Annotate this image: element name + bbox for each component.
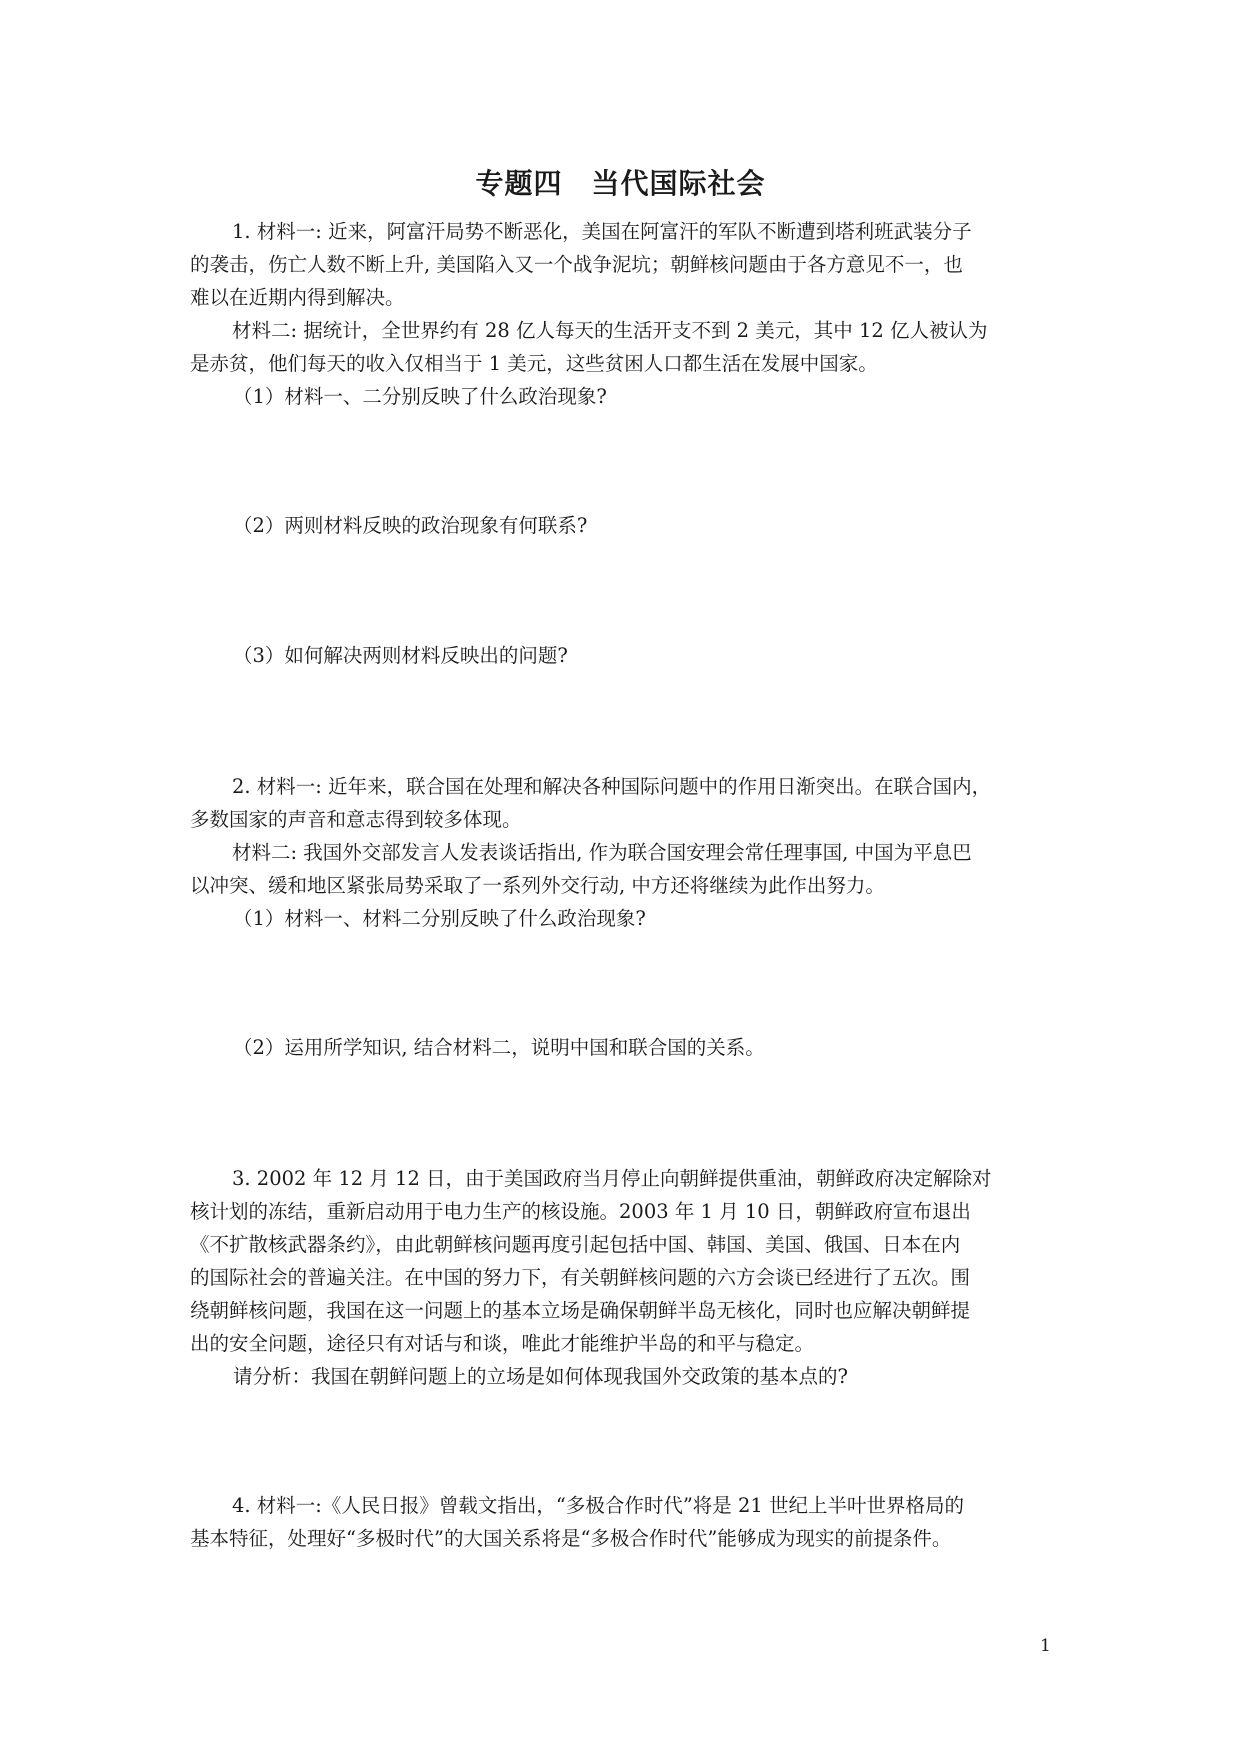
q2-material1 [190, 770, 1056, 836]
text-line: 材料二: 据统计，全世界约有 28 亿人每天的生活开支不到 2 美元，其中 12 亿人被认为 [232, 319, 988, 342]
text-line: 出的安全问题，途径只有对话与和谈，唯此才能维护半岛的和平与稳定。 [190, 1332, 815, 1355]
q3-question: 请分析：我国在朝鲜问题上的立场是如何体现我国外交政策的基本点的? [233, 1365, 848, 1388]
q4-material1 [190, 1489, 1056, 1555]
text-line: 绕朝鲜核问题，我国在这一问题上的基本立场是确保朝鲜半岛无核化，同时也应解决朝鲜提 [190, 1299, 971, 1322]
page-number: 1 [1040, 1636, 1051, 1656]
q1-subquestion-2: （2）两则材料反映的政治现象有何联系? [233, 514, 588, 537]
text-line: 3. 2002 年 12 月 12 日，由于美国政府当月停止向朝鲜提供重油，朝鲜政府决定解除对 [232, 1167, 992, 1190]
text-line: 的国际社会的普遍关注。在中国的努力下，有关朝鲜核问题的六方会谈已经进行了五次。围 [190, 1266, 971, 1289]
text-line: 材料二: 我国外交部发言人发表谈话指出, 作为联合国安理会常任理事国, 中国为平息巴 [232, 841, 972, 864]
text-line: 多数国家的声音和意志得到较多体现。 [190, 808, 522, 831]
text-line: 基本特征，处理好“多极时代”的大国关系将是“多极合作时代”能够成为现实的前提条件。 [190, 1527, 952, 1550]
q1-material1 [190, 215, 1056, 314]
q2-subquestion-1: （1）材料一、材料二分别反映了什么政治现象? [233, 907, 646, 930]
text-line: 2. 材料一: 近年来，联合国在处理和解决各种国际问题中的作用日渐突出。在联合国内， [232, 775, 992, 798]
q1-material2 [190, 314, 1056, 380]
text-line: 《不扩散核武器条约》，由此朝鲜核问题再度引起包括中国、韩国、美国、俄国、日本在内 [190, 1233, 961, 1256]
text-line: 难以在近期内得到解决。 [190, 286, 405, 309]
page-title: 专题四 当代国际社会 [475, 167, 766, 200]
text-line: 的袭击，伤亡人数不断上升, 美国陷入又一个战争泥坑；朝鲜核问题由于各方意见不一，也 [190, 253, 963, 276]
q1-subquestion-1: （1）材料一、二分别反映了什么政治现象? [233, 385, 607, 408]
q3-body [190, 1162, 1056, 1360]
q2-subquestion-2: （2）运用所学知识, 结合材料二，说明中国和联合国的关系。 [233, 1036, 765, 1059]
text-line: 以冲突、缓和地区紧张局势采取了一系列外交行动, 中方还将继续为此作出努力。 [190, 874, 885, 897]
q2-material2 [190, 836, 1056, 902]
text-line: 核计划的冻结，重新启动用于电力生产的核设施。2003 年 1 月 10 日，朝鲜政府宣布退出 [190, 1200, 971, 1223]
text-line: 是赤贫，他们每天的收入仅相当于 1 美元，这些贫困人口都生活在发展中国家。 [190, 352, 878, 375]
q1-subquestion-3: （3）如何解决两则材料反映出的问题? [233, 644, 568, 667]
text-line: 4. 材料一:《人民日报》曾载文指出，“多极合作时代”将是 21 世纪上半叶世界格局的 [232, 1494, 965, 1517]
text-line: 1. 材料一: 近来，阿富汗局势不断恶化，美国在阿富汗的军队不断遭到塔利班武装分子 [232, 220, 972, 243]
